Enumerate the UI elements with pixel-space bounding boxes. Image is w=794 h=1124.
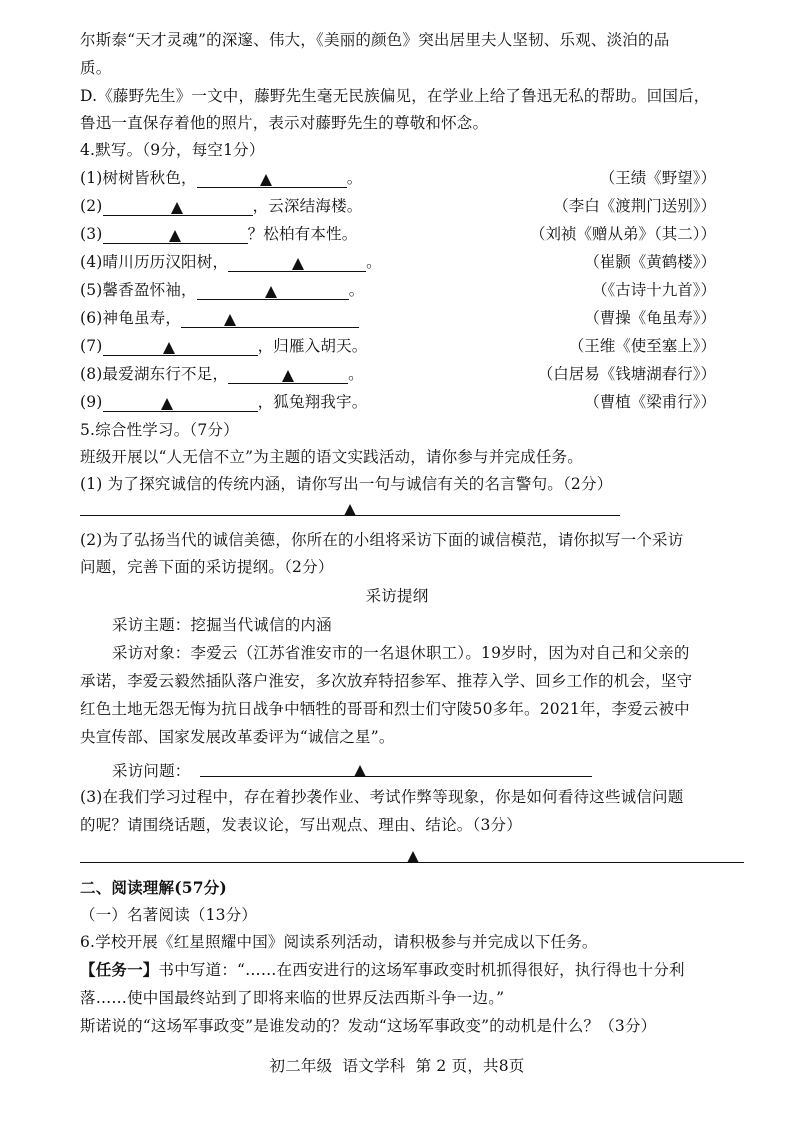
text-line: 尔斯泰“天才灵魂”的深邃、伟大，《美丽的颜色》突出居里夫人坚韧、乐观、淡泊的品 bbox=[80, 31, 670, 49]
page-footer: 初二年级 语文学科 第 2 页，共8页 bbox=[269, 1057, 525, 1075]
text-line: 承诺，李爱云毅然插队落户淮安，多次放弃特招参军、推荐入学、回乡工作的机会，坚守 bbox=[80, 672, 693, 690]
task-text: 书中写道：“……在西安进行的这场军事政变时机抓得很好，执行得也十分利 bbox=[158, 961, 685, 979]
triangle-icon bbox=[260, 174, 272, 186]
triangle-icon bbox=[161, 398, 173, 410]
answer-blank[interactable] bbox=[197, 283, 349, 300]
dictation-prefix: (5)馨香盈怀袖， bbox=[80, 281, 197, 299]
triangle-icon bbox=[282, 370, 294, 382]
dictation-suffix: ，狐兔翔我宇。 bbox=[257, 393, 368, 411]
answer-blank[interactable] bbox=[103, 339, 258, 356]
question-4-heading: 4.默写。（9分，每空1分） bbox=[80, 141, 265, 159]
text-line: 问题，完善下面的采访提纲。（2分） bbox=[80, 558, 334, 576]
text-line: (1) 为了探究诚信的传统内涵，请你写出一句与诚信有关的名言警句。（2分） bbox=[80, 475, 613, 493]
answer-blank[interactable] bbox=[103, 199, 253, 216]
outline-title: 采访提纲 bbox=[365, 587, 429, 605]
dictation-suffix: ，云深结海楼。 bbox=[252, 197, 363, 215]
task-label: 【任务一】 bbox=[80, 960, 159, 979]
dictation-prefix: (2) bbox=[80, 197, 103, 215]
triangle-icon bbox=[224, 314, 236, 326]
triangle-icon bbox=[344, 504, 356, 516]
poem-source: （李白《渡荆门送别》） bbox=[553, 197, 716, 215]
triangle-icon bbox=[171, 202, 183, 214]
subsection-heading: （一）名著阅读（13分） bbox=[80, 906, 258, 924]
dictation-prefix: (8)最爱湖东行不足， bbox=[80, 365, 229, 383]
question-5-heading: 5.综合性学习。（7分） bbox=[80, 421, 239, 439]
poem-source: （白居易《钱塘湖春行》） bbox=[537, 365, 716, 383]
dictation-suffix: 。 bbox=[366, 253, 382, 271]
triangle-icon bbox=[265, 286, 277, 298]
text-line: 的呢？请围绕话题，发表议论，写出观点、理由、结论。（3分） bbox=[80, 816, 522, 834]
answer-blank[interactable] bbox=[228, 255, 366, 272]
poem-source: （《古诗十九首》） bbox=[591, 281, 716, 299]
dictation-prefix: (3) bbox=[80, 225, 103, 243]
question-6: 6.学校开展《红星照耀中国》阅读系列活动，请积极参与并完成以下任务。 bbox=[80, 933, 598, 951]
dictation-suffix: ？松柏有本性。 bbox=[247, 225, 358, 243]
text-line: 采访对象：李爱云（江苏省淮安市的一名退休职工）。19岁时，因为对自己和父亲的 bbox=[112, 644, 690, 662]
answer-blank[interactable] bbox=[103, 395, 258, 412]
triangle-icon bbox=[407, 851, 419, 863]
text-line: 央宣传部、国家发展改革委评为“诚信之星”。 bbox=[80, 728, 395, 746]
dictation-prefix: (1)树树皆秋色， bbox=[80, 169, 197, 187]
dictation-prefix: (9) bbox=[80, 393, 103, 411]
triangle-icon bbox=[292, 258, 304, 270]
triangle-icon bbox=[354, 765, 366, 777]
poem-source: （王维《使至塞上》） bbox=[568, 337, 716, 355]
dictation-suffix: ，归雁入胡天。 bbox=[257, 337, 368, 355]
text-line: 落……使中国最终站到了即将来临的世界反法西斯斗争一边。” bbox=[80, 989, 505, 1007]
task-line bbox=[80, 960, 685, 980]
dictation-suffix: 。 bbox=[348, 281, 365, 299]
poem-source: （刘祯《赠从弟》（其二）） bbox=[529, 225, 716, 243]
poem-source: （曹操《龟虽寿》） bbox=[584, 309, 716, 327]
text-line: 采访主题：挖掘当代诚信的内涵 bbox=[112, 616, 332, 634]
text-line: 班级开展以“人无信不立”为主题的语文实践活动，请你参与并完成任务。 bbox=[80, 448, 583, 466]
poem-source: （崔颢《黄鹤楼》） bbox=[584, 253, 716, 271]
dictation-suffix: 。 bbox=[348, 365, 364, 383]
triangle-icon bbox=[169, 230, 181, 242]
dictation-prefix: (4)晴川历历汉阳树， bbox=[80, 253, 229, 271]
text-line: (3)在我们学习过程中，存在着抄袭作业、考试作弊等现象，你是如何看待这些诚信问题 bbox=[80, 788, 684, 806]
dictation-prefix: (6)神龟虽寿， bbox=[80, 309, 182, 327]
interview-question-label: 采访问题： bbox=[112, 762, 191, 780]
poem-source: （王绩《野望》） bbox=[599, 169, 716, 187]
dictation-suffix: 。 bbox=[346, 169, 363, 187]
text-line: 斯诺说的“这场军事政变”是谁发动的？发动“这场军事政变”的动机是什么？（3分） bbox=[80, 1017, 657, 1035]
answer-blank[interactable] bbox=[228, 367, 348, 384]
triangle-icon bbox=[163, 342, 175, 354]
poem-source: （曹植《梁甫行》） bbox=[584, 393, 716, 411]
answer-blank[interactable] bbox=[181, 311, 359, 328]
text-line: (2)为了弘扬当代的诚信美德，你所在的小组将采访下面的诚信模范，请你拟写一个采访 bbox=[80, 531, 684, 549]
section-heading: 二、阅读理解(57分) bbox=[80, 878, 227, 897]
answer-blank[interactable] bbox=[103, 227, 248, 244]
text-line: 红色土地无怨无悔为抗日战争中牺牲的哥哥和烈士们守陵50多年。2021年，李爱云被中 bbox=[80, 700, 690, 718]
option-d-line: D.《藤野先生》一文中，藤野先生毫无民族偏见，在学业上给了鲁迅无私的帮助。回国后， bbox=[80, 87, 710, 105]
option-d-line: 鲁迅一直保存着他的照片，表示对藤野先生的尊敬和怀念。 bbox=[80, 114, 489, 132]
answer-line[interactable] bbox=[200, 776, 592, 777]
text-line: 质。 bbox=[80, 59, 112, 77]
answer-blank[interactable] bbox=[197, 171, 347, 188]
dictation-prefix: (7) bbox=[80, 337, 103, 355]
